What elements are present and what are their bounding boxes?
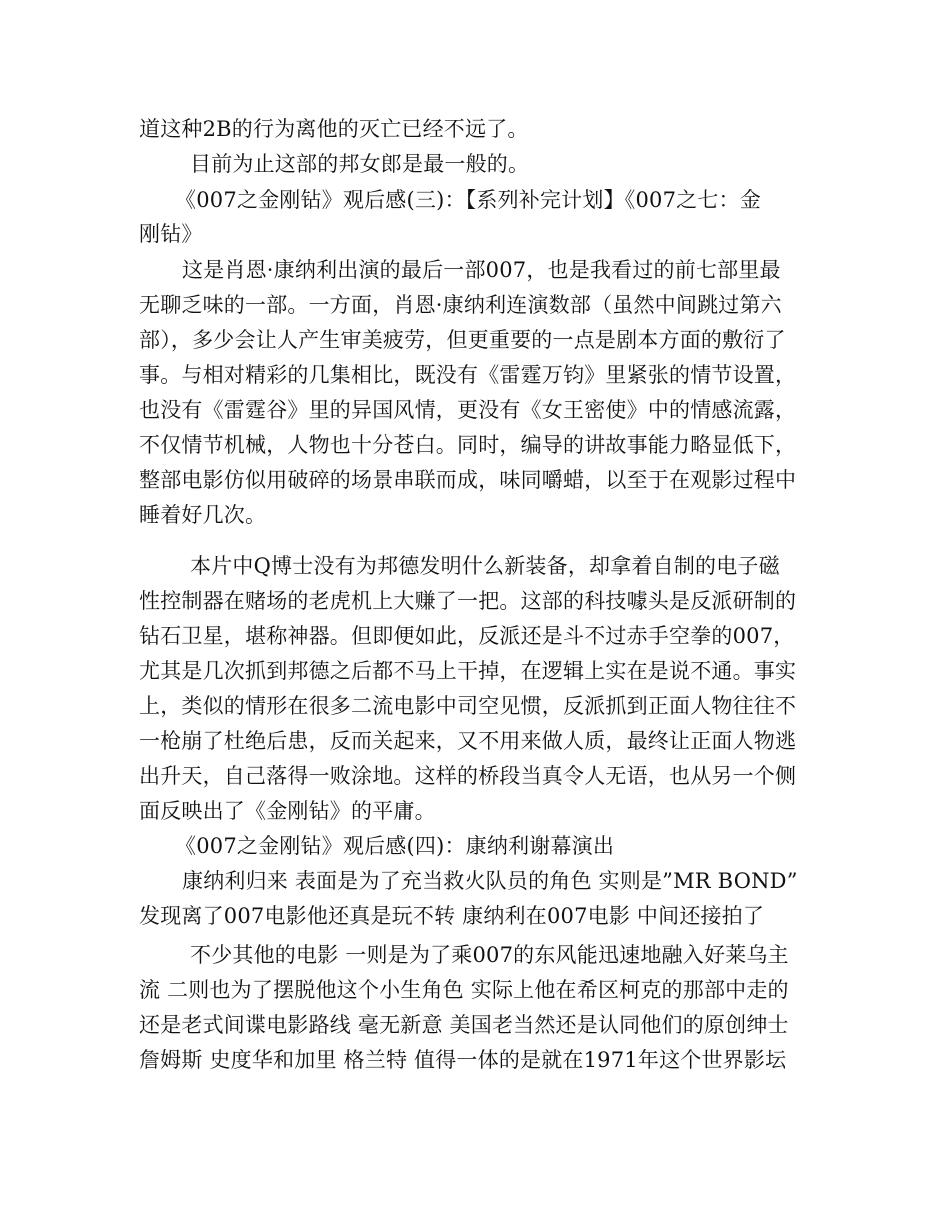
text-line: 睡着好几次。 xyxy=(139,503,267,527)
text-line: 也没有《雷霆谷》里的异国风情，更没有《女王密使》中的情感流露， xyxy=(139,398,797,422)
text-line: 钻石卫星，堪称神器。但即便如此，反派还是斗不过赤手空拳的007， xyxy=(139,624,795,648)
text-line: 道这种2B的行为离他的灭亡已经不远了。 xyxy=(139,117,529,141)
section-heading: 《007之金刚钻》观后感(四)：康纳利谢幕演出 xyxy=(175,834,615,858)
text-line: 出升天，自己落得一败涂地。这样的桥段当真令人无语，也从另一个侧 xyxy=(139,764,797,788)
text-line: 上，类似的情形在很多二流电影中司空见惯，反派抓到正面人物往往不 xyxy=(139,694,797,718)
text-line: 事。与相对精彩的几集相比，既没有《雷霆万钧》里紧张的情节设置， xyxy=(139,363,797,387)
text-line: 目前为止这部的邦女郎是最一般的。 xyxy=(190,152,530,176)
text-line: 整部电影仿似用破碎的场景串联而成，味同嚼蜡，以至于在观影过程中 xyxy=(139,468,797,492)
text-line: 不仅情节机械，人物也十分苍白。同时，编导的讲故事能力略显低下， xyxy=(139,433,797,457)
text-line: 康纳利归来 表面是为了充当救火队员的角色 实则是”MR BOND” xyxy=(182,869,798,893)
text-line: 部），多少会让人产生审美疲劳，但更重要的一点是剧本方面的敷衍了 xyxy=(139,328,786,352)
text-line: 不少其他的电影 一则是为了乘007的东风能迅速地融入好莱乌主 xyxy=(190,943,789,967)
section-heading: 《007之金刚钻》观后感(三)：【系列补完计划】《007之七：金 xyxy=(175,188,761,212)
text-line: 发现离了007电影他还真是玩不转 康纳利在007电影 中间还接拍了 xyxy=(139,904,765,928)
text-line: 性控制器在赌场的老虎机上大赚了一把。这部的科技噱头是反派研制的 xyxy=(139,589,797,613)
text-line: 一枪崩了杜绝后患，反而关起来，又不用来做人质，最终让正面人物逃 xyxy=(139,729,797,753)
text-line: 尤其是几次抓到邦德之后都不马上干掉，在逻辑上实在是说不通。事实 xyxy=(139,659,797,683)
text-line: 本片中Q博士没有为邦德发明什么新装备，却拿着自制的电子磁 xyxy=(190,554,780,578)
section-heading: 刚钻》 xyxy=(139,222,203,246)
text-line: 面反映出了《金刚钻》的平庸。 xyxy=(139,799,436,823)
text-line: 这是肖恩·康纳利出演的最后一部007，也是我看过的前七部里最 xyxy=(182,258,781,282)
text-line: 流 二则也为了摆脱他这个小生角色 实际上他在希区柯克的那部中走的 xyxy=(139,978,789,1002)
text-line: 詹姆斯 史度华和加里 格兰特 值得一体的是就在1971年这个世界影坛 xyxy=(139,1048,787,1072)
text-line: 无聊乏味的一部。一方面，肖恩·康纳利连演数部（虽然中间跳过第六 xyxy=(139,293,782,317)
text-line: 还是老式间谍电影路线 毫无新意 美国老当然还是认同他们的原创绅士 xyxy=(139,1013,789,1037)
